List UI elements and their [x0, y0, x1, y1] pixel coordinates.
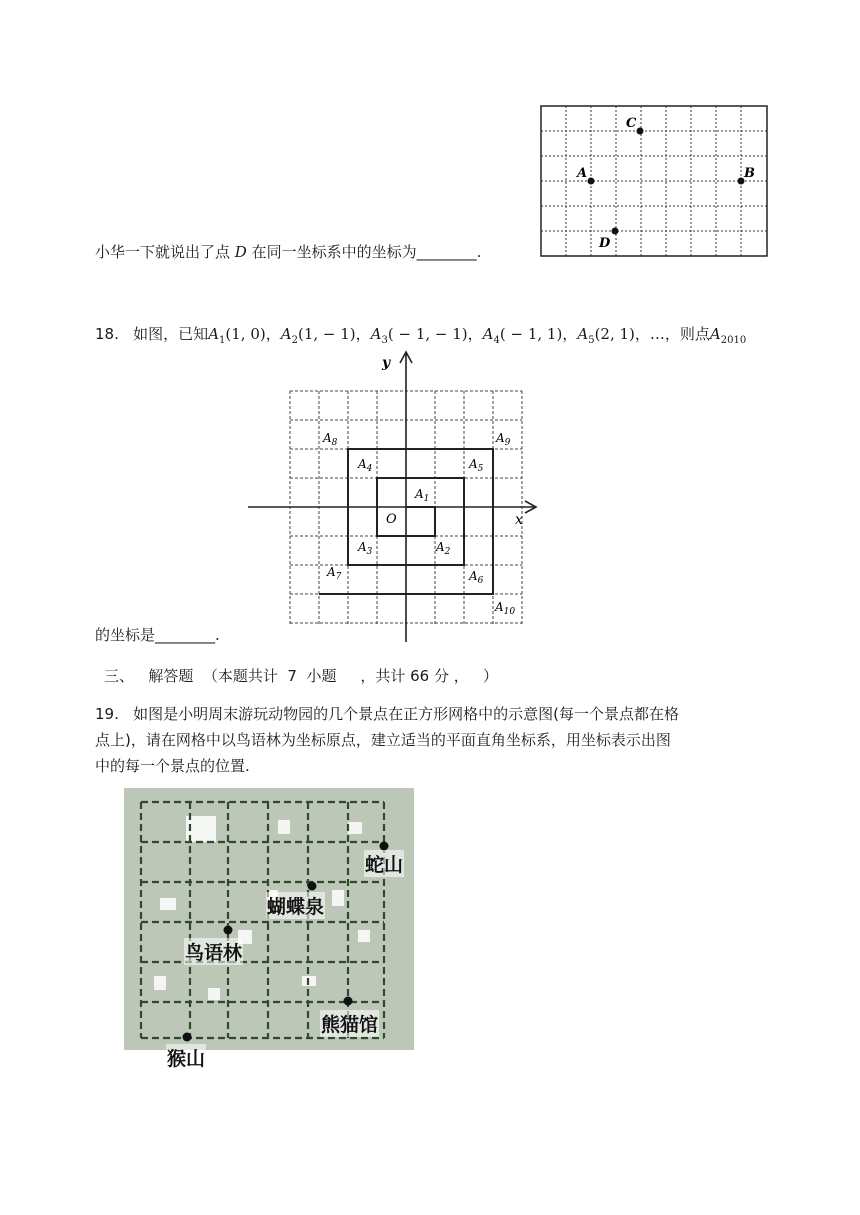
- q18-coord-a3: ( − 1, − 1): [387, 325, 468, 343]
- origin-label: O: [386, 512, 397, 527]
- q18-coord-a2: (1, − 1): [297, 325, 356, 343]
- butterfly-spring-label: 蝴蝶泉: [266, 892, 325, 919]
- q17-grid-figure: [540, 105, 768, 257]
- q18-figure-svg: [245, 348, 545, 644]
- q18-number: 18.: [95, 325, 119, 343]
- point-b-label: B: [744, 166, 755, 181]
- point-d-label: D: [599, 236, 611, 251]
- q19-number: 19.: [95, 705, 119, 723]
- q17-sentence: [95, 239, 481, 265]
- q18-coord-a4: ( − 1, 1): [499, 325, 563, 343]
- q17-text-after: 在同一坐标系中的坐标为: [251, 243, 417, 261]
- panda-house-label: 熊猫馆: [320, 1010, 379, 1037]
- q17-point-d: D: [234, 243, 247, 261]
- label-a10: $A_{10}$: [495, 600, 516, 617]
- point-c-dot: [637, 128, 644, 135]
- q18-target-sub: 2010: [720, 335, 747, 346]
- x-axis-label: x: [515, 512, 523, 528]
- y-axis-label: y: [382, 355, 391, 371]
- q19-line-2: 点上)，请在网格中以鸟语林为坐标原点，建立适当的平面直角坐标系，用坐标表示出图: [95, 731, 671, 749]
- zoo-map-svg: [118, 780, 430, 1080]
- panda-house-dot: [344, 997, 353, 1006]
- q18-answer-blank[interactable]: ________: [155, 626, 216, 644]
- bird-forest-dot: [224, 926, 233, 935]
- label-a2: $A_2$: [436, 540, 451, 557]
- q18-prefix: 如图，已知: [133, 325, 209, 343]
- q19-line-3: 中的每一个景点的位置.: [95, 757, 250, 775]
- label-a6: $A_6$: [469, 569, 484, 586]
- q18-coord-a5: (2, 1): [594, 325, 635, 343]
- label-a4: $A_4$: [358, 457, 373, 474]
- label-a5: $A_5$: [469, 457, 484, 474]
- bird-forest-label: 鸟语林: [184, 938, 243, 965]
- section-3-title: 解答题: [148, 667, 194, 685]
- label-a8: $A_8$: [323, 431, 338, 448]
- point-a-dot: [588, 178, 595, 185]
- zoo-map-figure: [118, 780, 430, 1080]
- snake-hill-label: 蛇山: [364, 850, 404, 877]
- point-a-label: A: [577, 166, 588, 181]
- q18-question-line: 18. 如图，已知$A_1(1$, 0)，$A_2(1$, − 1)，$A_3( - 1$, − 1)，$A_4( - 1$, 1)，$A_5(2$, 1)，…，则点$A_{2010}$: [95, 325, 747, 346]
- point-c-label: C: [626, 116, 637, 131]
- q18-answer-line: 的坐标是________.: [95, 626, 220, 644]
- q19-line-1: 19. 如图是小明周末游玩动物园的几个景点在正方形网格中的示意图(每一个景点都在格: [95, 705, 680, 723]
- q18-line2: 的坐标是: [95, 626, 156, 644]
- monkey-hill-dot: [183, 1033, 192, 1042]
- section-3-info: （本题共计 7 小题 ，共计 66 分 ， ）: [202, 667, 499, 685]
- label-a7: $A_7$: [327, 565, 342, 582]
- q17-end: .: [476, 243, 482, 261]
- q17-text-before: 小华一下就说出了点: [95, 243, 231, 261]
- q17-grid-svg: [540, 105, 768, 257]
- q18-coordinate-figure: [245, 348, 545, 644]
- section-3-numeral: 三、: [104, 667, 135, 685]
- point-d-dot: [612, 228, 619, 235]
- butterfly-spring-dot: [308, 882, 317, 891]
- section-3-header: [104, 663, 498, 689]
- q19-text: [95, 701, 679, 779]
- q18-coord-a1: (1, 0): [225, 325, 266, 343]
- q17-answer-blank[interactable]: ________: [416, 243, 477, 261]
- label-a3: $A_3$: [358, 540, 373, 557]
- monkey-hill-label: 猴山: [166, 1044, 206, 1071]
- label-a9: $A_9$: [496, 431, 511, 448]
- label-a1: $A_1$: [415, 487, 430, 504]
